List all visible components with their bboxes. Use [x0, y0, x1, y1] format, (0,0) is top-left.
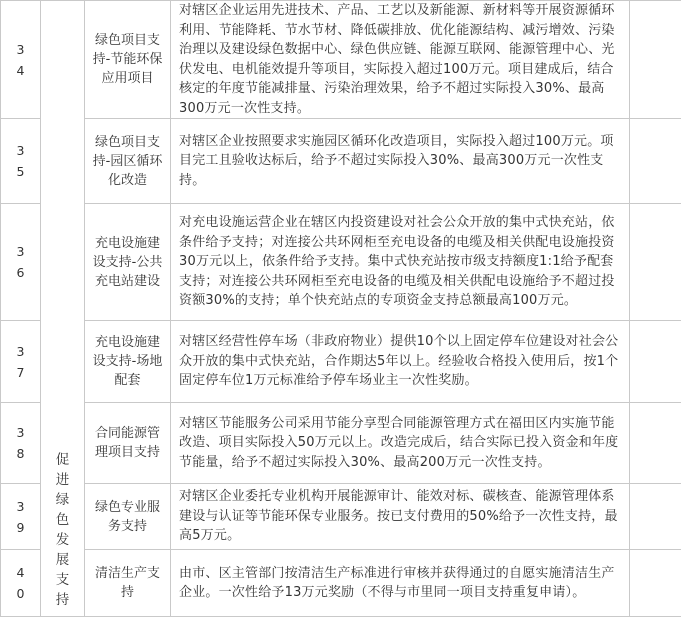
row-number-digit: 0: [1, 583, 40, 604]
project-description: 对辖区企业委托专业机构开展能源审计、能效对标、碳核查、能源管理体系建设与认证等节能环保专业服务。按已支付费用的50%给予一次性支持，最高5万元。: [171, 484, 630, 550]
row-number-digit: 4: [1, 562, 40, 583]
category-char: 进: [41, 470, 84, 490]
project-description: 对辖区企业运用先进技术、产品、工艺以及新能源、新材料等开展资源循环利用、节能降耗、节水节材、降低碳排放、优化能源结构、减污增效、污染治理以及建设绿色数据中心、绿色供应链、能源互联网、能源管理中心、光伏发电、电机能效提升等项目，实际投入超过100万元。项目建成后，结合核定的年度节能减排量、污染治理效果，给予不超过实际投入30%、最高300万元一次性支持。: [171, 1, 630, 119]
project-description: 对辖区企业按照要求实施园区循环化改造项目，实际投入超过100万元。项目完工且验收达标后，给予不超过实际投入30%、最高300万元一次性支持。: [171, 119, 630, 204]
empty-cell: [630, 204, 681, 321]
row-number-digit: 3: [1, 496, 40, 517]
category-cell: [41, 1, 85, 617]
project-name: 绿色项目支持-园区循环化改造: [85, 119, 171, 204]
project-name: 充电设施建设支持-场地配套: [85, 321, 171, 403]
row-number-digit: 7: [1, 362, 40, 383]
project-name: 清洁生产支持: [85, 550, 171, 617]
row-number: [1, 1, 41, 119]
row-number-digit: 3: [1, 422, 40, 443]
table-row: [1, 204, 681, 321]
row-number-digit: 5: [1, 161, 40, 182]
table-row: [1, 119, 681, 204]
category-char: 绿: [41, 490, 84, 510]
table-row: [1, 403, 681, 484]
empty-cell: [630, 119, 681, 204]
empty-cell: [630, 484, 681, 550]
table-row: [1, 550, 681, 617]
project-description: 由市、区主管部门按清洁生产标准进行审核并获得通过的自愿实施清洁生产企业。一次性给予13万元奖励（不得与市里同一项目支持重复申请）。: [171, 550, 630, 617]
category-char: 持: [41, 590, 84, 610]
row-number: [1, 119, 41, 204]
empty-cell: [630, 550, 681, 617]
project-name: 合同能源管理项目支持: [85, 403, 171, 484]
project-description: 对辖区节能服务公司采用节能分享型合同能源管理方式在福田区内实施节能改造、项目实际投入50万元以上。改造完成后，结合实际已投入资金和年度节能量，给予不超过实际投入30%、最高200万元一次性支持。: [171, 403, 630, 484]
category-char: 色: [41, 510, 84, 530]
table-row: [1, 484, 681, 550]
table-row: [1, 321, 681, 403]
project-description: 对充电设施运营企业在辖区内投资建设对社会公众开放的集中式快充站，依条件给予支持；对连接公共环网柜至充电设备的电缆及相关供配电设施投资30万元以上，依条件给予支持。集中式快充站按市级支持额度1:1给予配套支持；对连接公共环网柜至充电设备的电缆及相关供配电设施给予不超过投资额30%的支持；单个快充站点的专项资金支持总额最高100万元。: [171, 204, 630, 321]
row-number-digit: 3: [1, 39, 40, 60]
empty-cell: [630, 403, 681, 484]
row-number: [1, 403, 41, 484]
project-name: 绿色专业服务支持: [85, 484, 171, 550]
table-row: [1, 1, 681, 119]
row-number-digit: 6: [1, 262, 40, 283]
row-number: [1, 550, 41, 617]
row-number-digit: 3: [1, 341, 40, 362]
category-char: 发: [41, 530, 84, 550]
row-number: [1, 204, 41, 321]
empty-cell: [630, 321, 681, 403]
row-number-digit: 8: [1, 443, 40, 464]
project-description: 对辖区经营性停车场（非政府物业）提供10个以上固定停车位建设对社会公众开放的集中式快充站，合作期达5年以上。经验收合格投入使用后，按1个固定停车位1万元标准给予停车场业主一次性奖励。: [171, 321, 630, 403]
category-char: 支: [41, 570, 84, 590]
category-char: 促: [41, 450, 84, 470]
row-number-digit: 3: [1, 241, 40, 262]
row-number: [1, 484, 41, 550]
category-char: 展: [41, 550, 84, 570]
row-number-digit: 3: [1, 140, 40, 161]
empty-cell: [630, 1, 681, 119]
row-number-digit: 9: [1, 517, 40, 538]
project-name: 充电设施建设支持-公共充电站建设: [85, 204, 171, 321]
row-number-digit: 4: [1, 60, 40, 81]
project-name: 绿色项目支持-节能环保应用项目: [85, 1, 171, 119]
row-number: [1, 321, 41, 403]
